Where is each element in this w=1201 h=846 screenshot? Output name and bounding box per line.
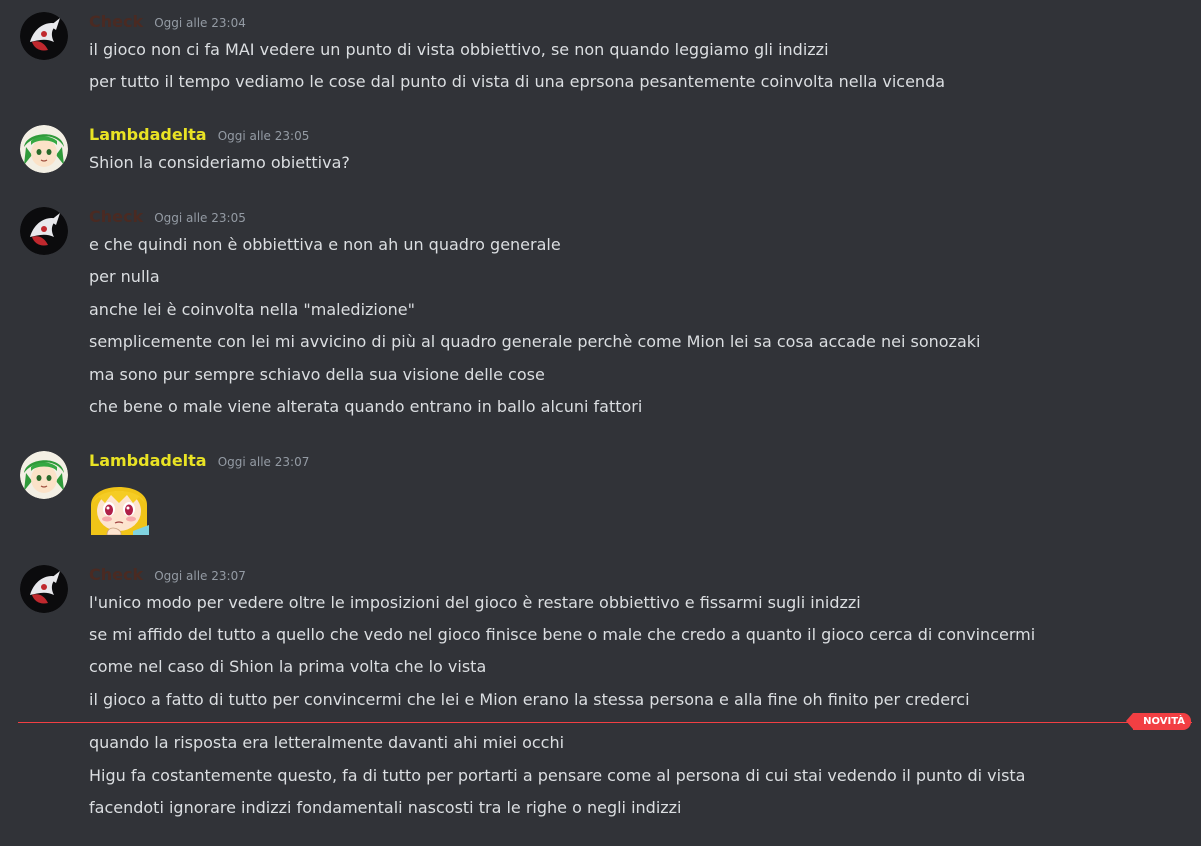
message-line: Higu fa costantemente questo, fa di tutto per portarti a pensare come al persona di cui stai vedendo il punto di vista bbox=[89, 766, 1026, 785]
avatar[interactable] bbox=[20, 207, 68, 255]
message-line: che bene o male viene alterata quando entrano in ballo alcuni fattori bbox=[89, 397, 643, 416]
avatar[interactable] bbox=[20, 12, 68, 60]
timestamp[interactable]: Oggi alle 23:07 bbox=[217, 455, 310, 469]
message-header bbox=[89, 207, 246, 231]
avatar[interactable] bbox=[20, 451, 68, 499]
timestamp[interactable]: Oggi alle 23:04 bbox=[154, 16, 246, 30]
new-messages-divider bbox=[18, 722, 1192, 723]
message-header bbox=[89, 451, 309, 475]
timestamp[interactable]: Oggi alle 23:07 bbox=[154, 569, 246, 583]
message-line: Shion la consideriamo obiettiva? bbox=[89, 153, 350, 172]
author-name[interactable]: Check bbox=[89, 565, 144, 584]
message-line: il gioco a fatto di tutto per convincermi che lei e Mion erano la stessa persona e alla fine oh finito per crederci bbox=[89, 690, 970, 709]
message-line: per nulla bbox=[89, 267, 160, 286]
message-header bbox=[89, 12, 246, 36]
timestamp[interactable]: Oggi alle 23:05 bbox=[154, 211, 246, 225]
message-line: l'unico modo per vedere oltre le imposizioni del gioco è restare obbiettivo e fissarmi sugli inidzzi bbox=[89, 593, 861, 612]
timestamp[interactable]: Oggi alle 23:05 bbox=[217, 129, 310, 143]
message-line: facendoti ignorare indizzi fondamentali nascosti tra le righe o negli indizzi bbox=[89, 798, 682, 817]
message-header bbox=[89, 125, 309, 149]
message-header bbox=[89, 565, 246, 589]
message-line: quando la risposta era letteralmente davanti ahi miei occhi bbox=[89, 733, 565, 752]
message-line: semplicemente con lei mi avvicino di più al quadro generale perchè come Mion lei sa cosa accade nei sonozaki bbox=[89, 332, 981, 351]
message-line: ma sono pur sempre schiavo della sua visione delle cose bbox=[89, 365, 545, 384]
message-line: anche lei è coinvolta nella "maledizione" bbox=[89, 300, 415, 319]
avatar[interactable] bbox=[20, 565, 68, 613]
author-name[interactable]: Check bbox=[89, 12, 144, 31]
author-name[interactable]: Check bbox=[89, 207, 144, 226]
message-line: per tutto il tempo vediamo le cose dal punto di vista di una eprsona pesantemente coinvolta nella vicenda bbox=[89, 72, 946, 91]
blushing-anime-girl-emote[interactable] bbox=[89, 475, 149, 535]
message-line: e che quindi non è obbiettiva e non ah un quadro generale bbox=[89, 235, 561, 254]
author-name[interactable]: Lambdadelta bbox=[89, 451, 207, 470]
message-line: il gioco non ci fa MAI vedere un punto di vista obbiettivo, se non quando leggiamo gli indizzi bbox=[89, 40, 829, 59]
message-line: se mi affido del tutto a quello che vedo nel gioco finisce bene o male che credo a quanto il gioco cerca di convincermi bbox=[89, 625, 1036, 644]
avatar[interactable] bbox=[20, 125, 68, 173]
new-messages-badge: NOVITÀ bbox=[1133, 713, 1191, 730]
author-name[interactable]: Lambdadelta bbox=[89, 125, 207, 144]
message-line: come nel caso di Shion la prima volta che lo vista bbox=[89, 657, 487, 676]
